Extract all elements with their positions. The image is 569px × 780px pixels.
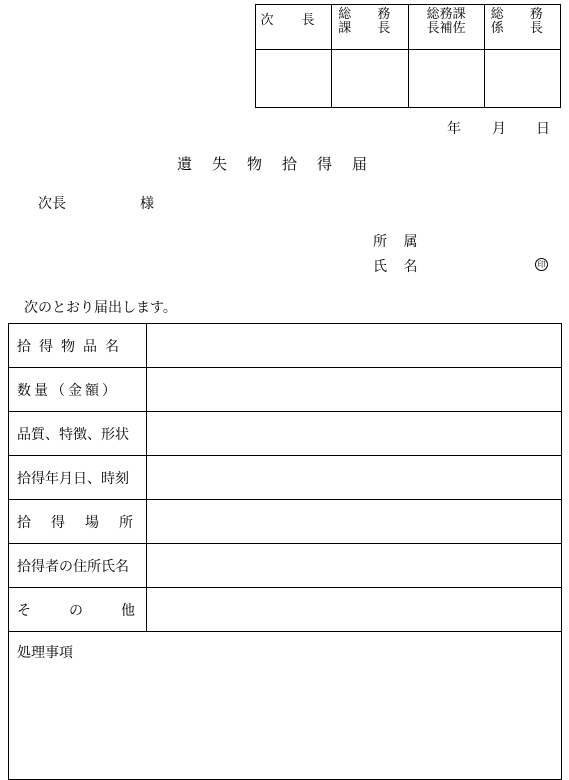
table-row — [9, 412, 562, 456]
affiliation-label: 所 属 — [373, 234, 424, 250]
date-day-label: 日 — [536, 121, 550, 137]
processing-notes-field[interactable] — [9, 632, 562, 780]
approval-header-label: 次 長 — [260, 13, 327, 28]
date-month-label: 月 — [492, 121, 506, 137]
found-datetime-field[interactable] — [147, 456, 562, 500]
quantity-amount-field[interactable] — [147, 368, 562, 412]
approval-header-gm-section-chief — [332, 5, 408, 50]
approval-header-line: 総 務 — [338, 7, 402, 22]
table-row — [9, 368, 562, 412]
table-row — [9, 500, 562, 544]
table-row — [9, 324, 562, 368]
row-label — [9, 324, 147, 368]
report-form-table — [8, 323, 562, 780]
quality-features-field[interactable] — [147, 412, 562, 456]
row-label — [9, 544, 147, 588]
name-label: 氏 名 — [373, 259, 424, 275]
row-label — [9, 500, 153, 544]
table-row — [9, 632, 562, 780]
stamp-box-gm-unit-chief[interactable] — [484, 50, 560, 108]
addressee-honorific: 様 — [140, 196, 154, 212]
row-label-text: その他 — [17, 602, 173, 619]
found-location-field[interactable] — [147, 500, 562, 544]
date-year-label: 年 — [447, 121, 461, 137]
seal-mark: 印 — [535, 258, 548, 271]
row-label-text: 品質、特徴、形状 — [17, 426, 129, 443]
row-label — [9, 412, 147, 456]
intro-text: 次のとおり届出します。 — [24, 300, 177, 316]
found-item-name-field[interactable] — [147, 324, 562, 368]
approval-header-line: 係 長 — [490, 21, 554, 36]
page-title: 遺失物拾得届 — [177, 155, 388, 173]
approval-header-gm-unit-chief — [484, 5, 560, 50]
stamp-box-gm-assistant[interactable] — [408, 50, 484, 108]
row-label-text: 拾得者の住所氏名 — [17, 558, 129, 575]
processing-notes-label: 処理事項 — [17, 645, 73, 661]
other-field[interactable] — [147, 588, 562, 632]
finder-address-name-field[interactable] — [147, 544, 562, 588]
row-label — [9, 456, 147, 500]
table-row — [9, 456, 562, 500]
stamp-box-gm-section-chief[interactable] — [332, 50, 408, 108]
table-row — [9, 588, 562, 632]
stamp-box-deputy[interactable] — [256, 50, 332, 108]
approval-stamp-table — [255, 4, 561, 108]
approval-header-line: 総 務 — [490, 7, 554, 22]
approval-header-line: 総務課 — [426, 7, 466, 22]
row-label-text: 数量（金額） — [17, 382, 119, 399]
row-label — [9, 368, 147, 412]
approval-header-line: 課 長 — [338, 21, 402, 36]
row-label — [9, 588, 173, 632]
addressee-name: 次長 — [38, 196, 66, 212]
row-label-text: 拾得場所 — [17, 514, 153, 531]
approval-header-gm-assistant — [408, 5, 484, 50]
approval-header-deputy — [256, 5, 332, 50]
approval-header-line: 長補佐 — [426, 21, 466, 36]
row-label-text: 拾得年月日、時刻 — [17, 470, 129, 487]
row-label-text: 拾得物品名 — [17, 338, 127, 355]
table-row — [9, 544, 562, 588]
